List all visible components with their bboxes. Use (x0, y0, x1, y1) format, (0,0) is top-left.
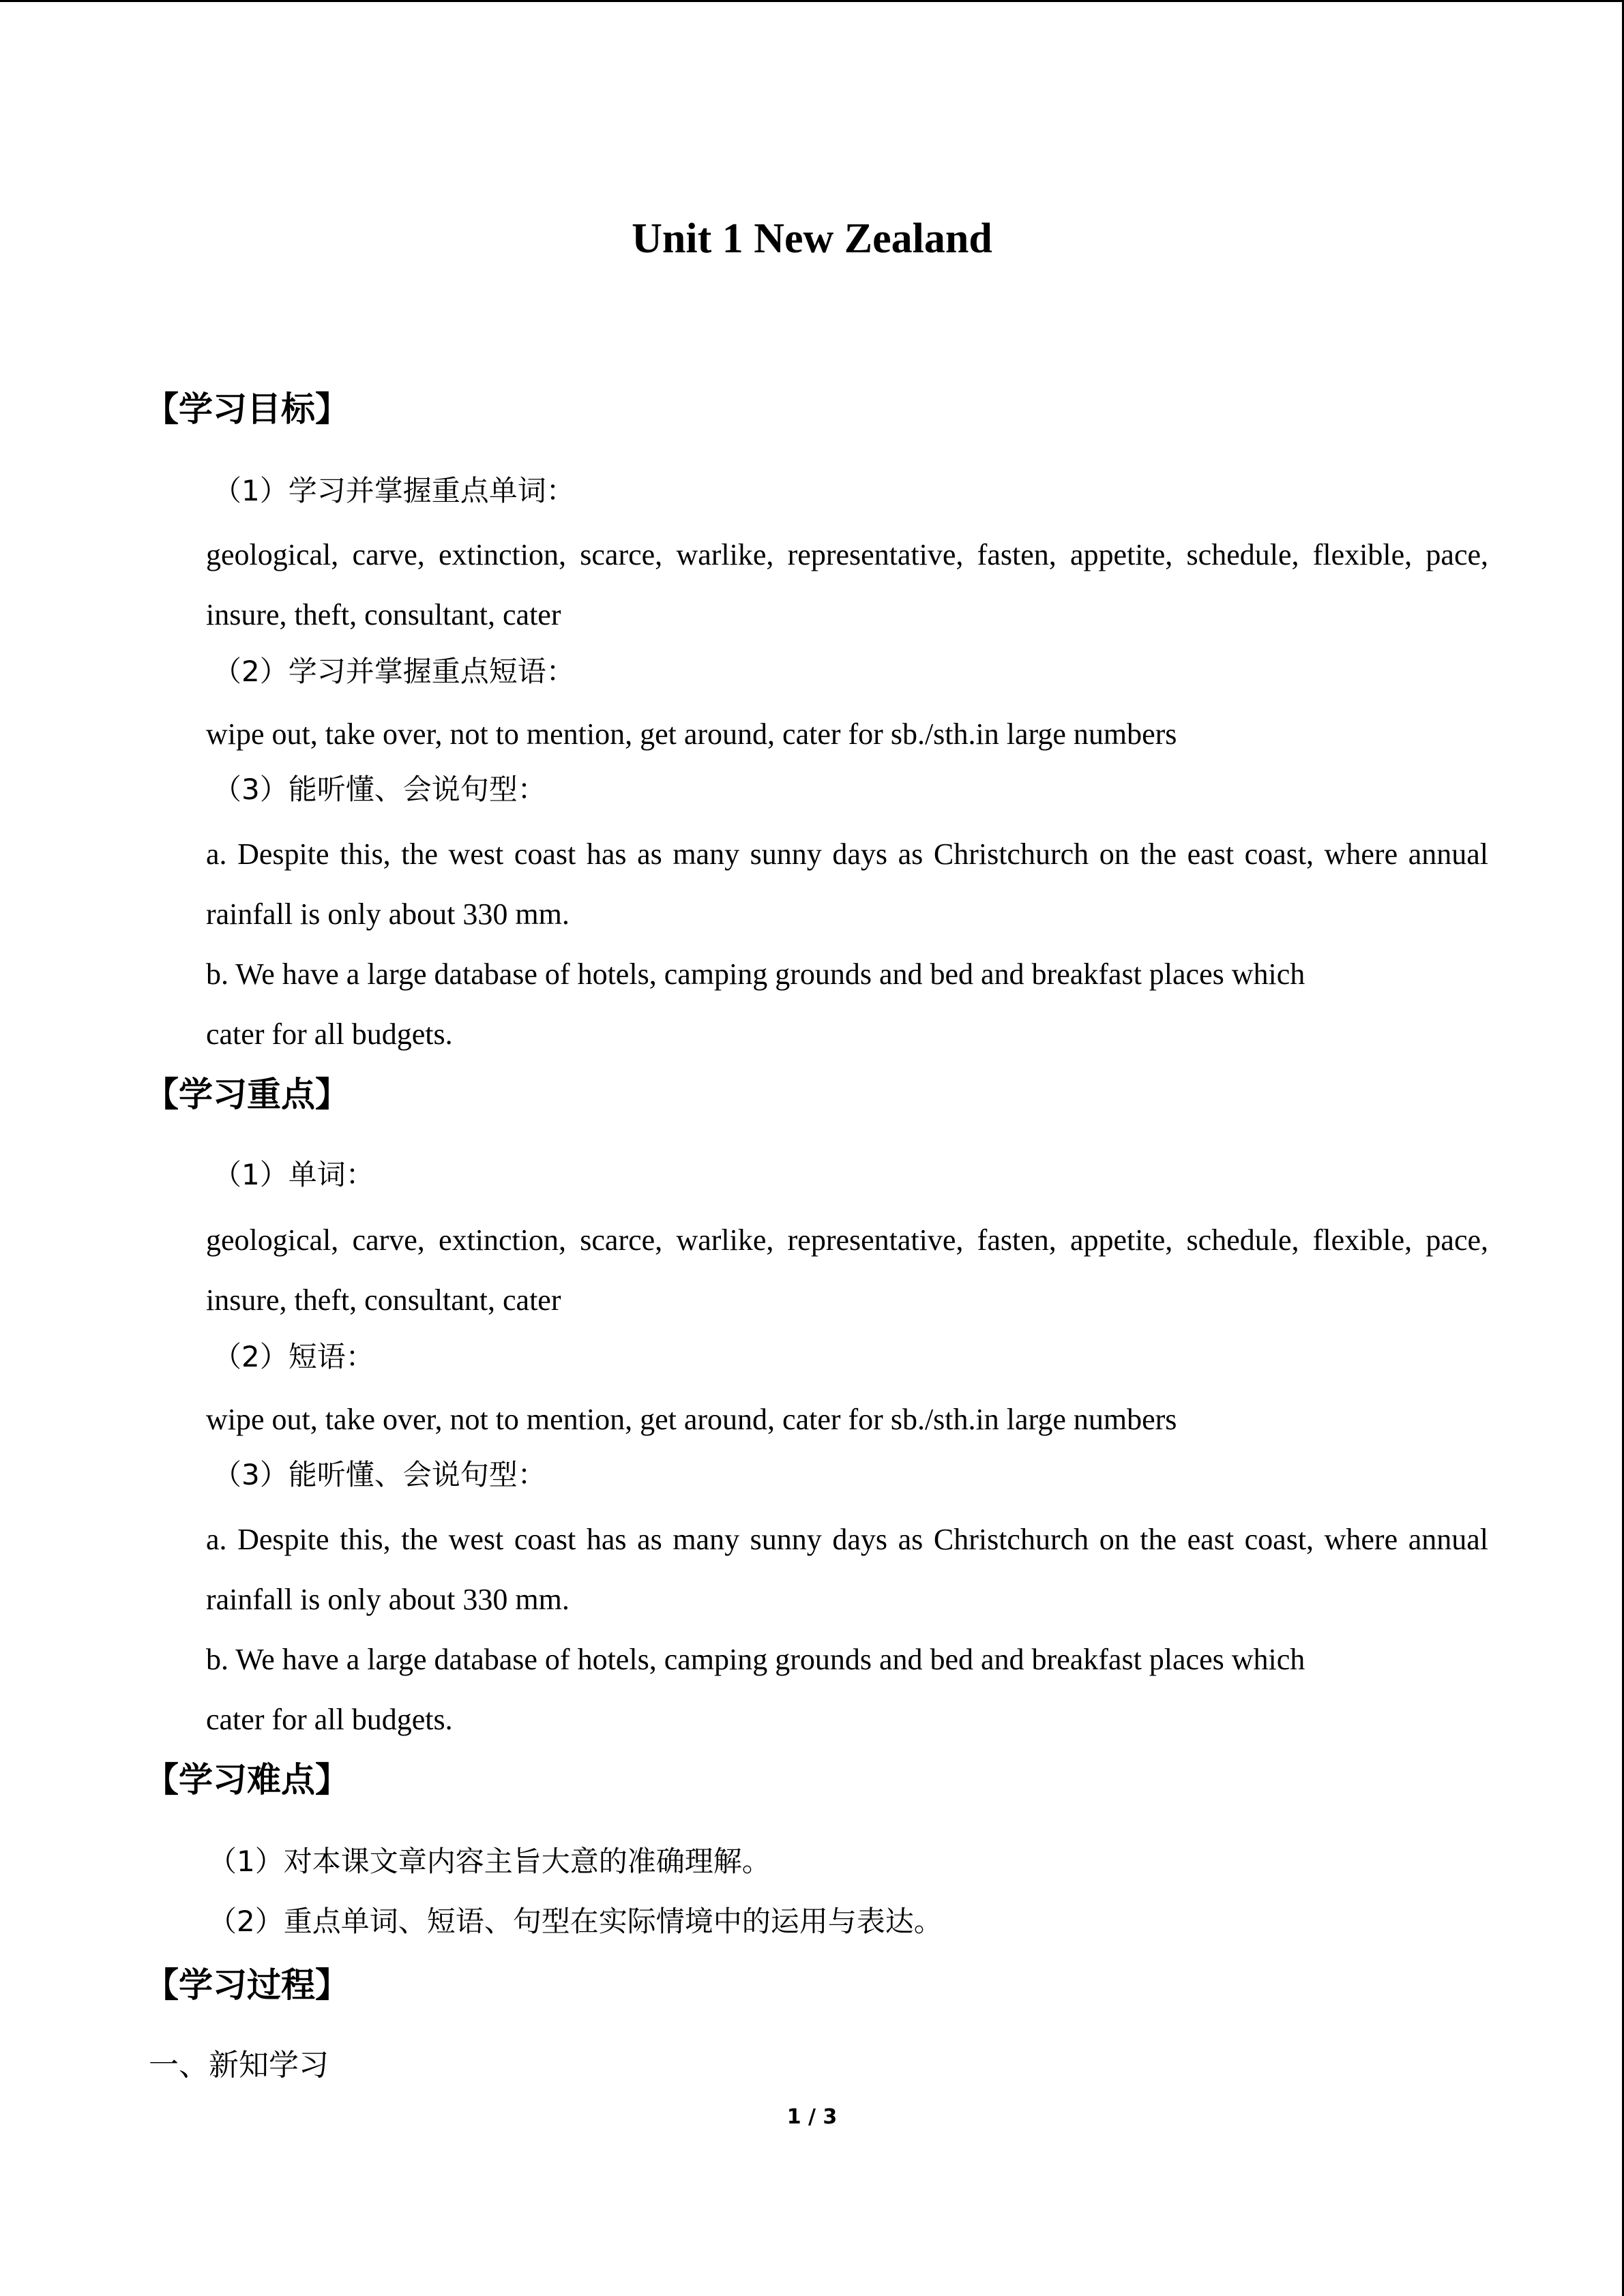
objectives-sentence-b-line-1: b. We have a large database of hotels, camping grounds and bed and breakfast places which (206, 957, 1305, 991)
difficulties-item-1: （1）对本课文章内容主旨大意的准确理解。 (208, 1845, 771, 1878)
objectives-sentence-a: a. Despite this, the west coast has as many sunny days as Christchurch on the east coast, where annual rainfall is only about 330 mm. (206, 837, 1488, 931)
objectives-vocabulary-list: geological, carve, extinction, scarce, warlike, representative, fasten, appetite, schedule, flexible, pace, insure, theft, consultant, cater (206, 538, 1488, 631)
key-points-item-3-label: （3）能听懂、会说句型： (213, 1458, 546, 1491)
objectives-sentence-b-line-2: cater for all budgets. (206, 1017, 453, 1051)
objectives-item-1-label: （1）学习并掌握重点单词： (213, 474, 575, 507)
key-points-sentence-a: a. Despite this, the west coast has as many sunny days as Christchurch on the east coast, where annual rainfall is only about 330 mm. (206, 1523, 1488, 1616)
key-points-item-2-label: （2）短语： (213, 1340, 374, 1373)
key-points-sentence-b-line-2: cater for all budgets. (206, 1703, 453, 1736)
section-heading-objectives: 【学习目标】 (145, 389, 349, 429)
difficulties-item-2: （2）重点单词、短语、句型在实际情境中的运用与表达。 (208, 1905, 943, 1938)
key-points-sentence-b-line-1: b. We have a large database of hotels, camping grounds and bed and breakfast places which (206, 1643, 1305, 1676)
key-points-phrase-list: wipe out, take over, not to mention, get around, cater for sb./sth.in large numbers (206, 1403, 1177, 1436)
page-number: 1 / 3 (786, 2105, 838, 2129)
key-points-item-1-label: （1）单词： (213, 1158, 374, 1191)
objectives-phrase-list: wipe out, take over, not to mention, get around, cater for sb./sth.in large numbers (206, 717, 1177, 751)
process-subsection-1: 一、新知学习 (149, 2048, 329, 2083)
objectives-item-2-label: （2）学习并掌握重点短语： (213, 655, 575, 688)
objectives-item-3-label: （3）能听懂、会说句型： (213, 773, 546, 806)
document-title: Unit 1 New Zealand (632, 215, 992, 262)
top-border-line (0, 0, 1624, 2)
section-heading-difficulties: 【学习难点】 (145, 1760, 349, 1800)
section-heading-key-points: 【学习重点】 (145, 1075, 349, 1114)
key-points-vocabulary-list: geological, carve, extinction, scarce, warlike, representative, fasten, appetite, schedule, flexible, pace, insure, theft, consultant, cater (206, 1223, 1488, 1317)
section-heading-process: 【学习过程】 (145, 1965, 349, 2005)
